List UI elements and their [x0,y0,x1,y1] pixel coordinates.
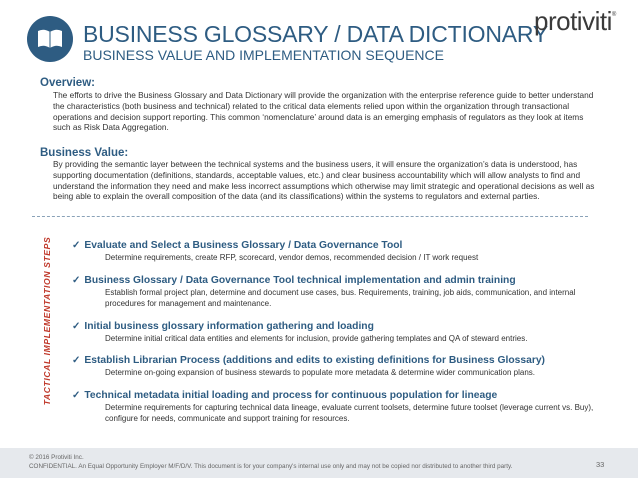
step-item [72,390,612,424]
business-value-text: By providing the semantic layer between the technical systems and the business users, it will ensure the organization’s data is understood, has supporting documentation (definitions, standards, acceptable values, etc.) and clear business accountability which will allow analysts to find and understand the information they need and make less incorrect assumptions which otherwise may limit strategic and operational decisions as well as being able to explain the overall composition of the data (and its classifications) within the systems to regulators and external parties. [53,159,595,202]
step-description: Determine requirements for capturing technical data lineage, evaluate current toolsets, determine future toolset (leverage current vs. Buy), configure for needs, communicate and support training for resources. [105,403,594,423]
business-value-heading: Business Value: [40,147,129,159]
tactical-steps-label: TACTICAL IMPLEMENTATION STEPS [42,236,52,406]
step-item [72,355,612,379]
footer-confidential: CONFIDENTIAL. An Equal Opportunity Employer M/F/D/V. This document is for your company's internal use only and may not be copied nor distributed to another third party. [29,463,513,470]
overview-heading: Overview: [40,77,95,89]
step-item [72,275,612,309]
page-title: BUSINESS GLOSSARY / DATA DICTIONARY [83,21,549,47]
step-description: Determine on-going expansion of business stewards to populate more metadata & determine wider communication plans. [105,368,536,377]
checkmark-icon: ✓ [72,275,81,286]
step-title: Technical metadata initial loading and process for continuous population for lineage [84,390,498,401]
checkmark-icon: ✓ [72,390,81,401]
step-title: Initial business glossary information gathering and loading [84,321,374,332]
step-description: Determine requirements, create RFP, scorecard, vendor demos, recommended decision / IT work request [105,253,479,262]
overview-text: The efforts to drive the Business Glossary and Data Dictionary will provide the organization with the enterprise reference guide to better understand the characteristics (both business and technical) related to the critical data elements relied upon within the organization through transactional operations and decision support reporting. This common ‘nomenclature’ around data is an emerging emphasis of regulators as they look at items such as Risk Data Aggregation. [53,90,594,133]
checkmark-icon: ✓ [72,321,81,332]
step-title: Establish Librarian Process (additions and edits to existing definitions for Business Glossary) [84,355,545,366]
step-title: Business Glossary / Data Governance Tool technical implementation and admin training [84,275,516,286]
checkmark-icon: ✓ [72,240,81,251]
step-description: Determine initial critical data entities and elements for inclusion, provide gathering templates and QA of steward entries. [105,334,528,343]
checkmark-icon: ✓ [72,355,81,366]
section-divider [32,216,588,217]
company-logo: protiviti® [534,6,616,36]
page-subtitle: BUSINESS VALUE AND IMPLEMENTATION SEQUENCE [83,47,444,63]
page-number: 33 [596,460,605,469]
step-item [72,240,612,264]
book-icon [27,16,73,62]
footer-copyright: © 2016 Protiviti Inc. [29,454,84,461]
step-description: Establish formal project plan, determine and document use cases, bus. Requirements, training, job aids, communication, and internal procedures for management and maintenance. [105,288,576,308]
step-title: Evaluate and Select a Business Glossary / Data Governance Tool [84,240,403,251]
step-item [72,321,612,345]
